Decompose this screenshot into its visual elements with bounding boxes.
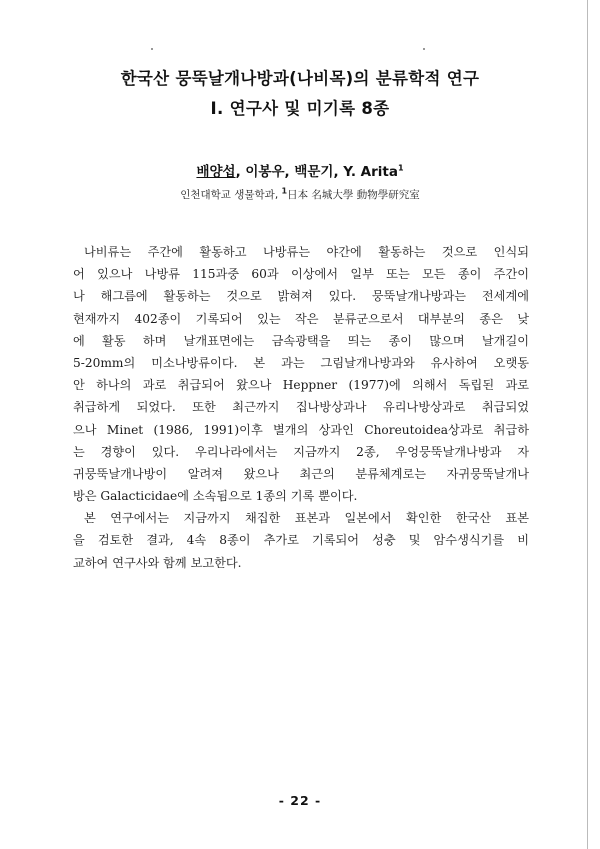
text-line: 으나 Minet (1986, 1991)이후 별개의 상과인 Choreutoidea상과로 취급하: [73, 422, 529, 437]
text-line: 현재까지 402종이 기록되어 있는 작은 분류군으로서 대부분의 종은 낮: [73, 311, 529, 326]
text-line: 귀뭉뚝날개나방이 알려져 왔으나 최근의 분류체계로는 자귀뭉뚝날개나: [73, 466, 529, 481]
text-line: 에 활동 하며 날개표면에는 금속광택을 띄는 종이 많으며 날개길이: [73, 333, 529, 348]
paper-title: [0, 64, 600, 124]
text-line: 안 하나의 과로 취급되어 왔으나 Heppner (1977)에 의해서 독립된 과로: [73, 378, 529, 393]
text-line: 을 검토한 결과, 4속 8종이 추가로 기록되어 성충 및 암수생식기를 비: [73, 533, 529, 548]
affiliation-mark: 1: [281, 186, 288, 196]
affiliation: [0, 187, 600, 202]
text-line: 교하여 연구사와 함께 보고한다.: [73, 555, 242, 570]
abstract-body: [73, 241, 529, 574]
text-line: 나 해그름에 활동하는 것으로 밝혀져 있다. 뭉뚝날개나방과는 전세계에: [73, 289, 529, 304]
title-line-2: I. 연구사 및 미기록 8종: [210, 99, 390, 118]
text-line: 방은 Galacticidae에 소속됨으로 1종의 기록 뿐이다.: [73, 489, 358, 504]
scan-speck: [151, 48, 153, 50]
scan-speck: [423, 48, 425, 50]
scan-edge-line: [587, 0, 588, 849]
text-line: 5-20mm의 미소나방류이다. 본 과는 그림날개나방과와 유사하여 오랫동: [73, 355, 529, 370]
text-line: 본 연구에서는 지금까지 채집한 표본과 일본에서 확인한 한국산 표본: [84, 511, 529, 526]
text-line: 는 경향이 있다. 우리나라에서는 지금까지 2종, 우엉뭉뚝날개나방과 자: [73, 444, 529, 459]
text-line: 취급하게 되었다. 또한 최근까지 집나방상과나 유리나방상과로 취급되었: [73, 400, 529, 415]
author-affiliation-mark: 1: [397, 163, 404, 173]
text-line: 나비류는 주간에 활동하고 나방류는 야간에 활동하는 것으로 인식되: [84, 245, 529, 259]
title-line-1: 한국산 뭉뚝날개나방과(나비목)의 분류학적 연구: [120, 69, 480, 88]
affiliation-part-2: 日本 名城大學 動物學研究室: [287, 189, 420, 201]
first-author: 배양섭: [196, 164, 236, 180]
affiliation-part-1: 인천대학교 생물학과,: [180, 189, 282, 201]
text-line: 어 있으나 나방류 115과중 60과 이상에서 일부 또는 모든 종이 주간이: [73, 267, 529, 282]
author-list: [0, 160, 600, 180]
other-authors: , 이봉우, 백문기, Y. Arita: [235, 164, 398, 180]
page-number: - 22 -: [278, 793, 322, 808]
